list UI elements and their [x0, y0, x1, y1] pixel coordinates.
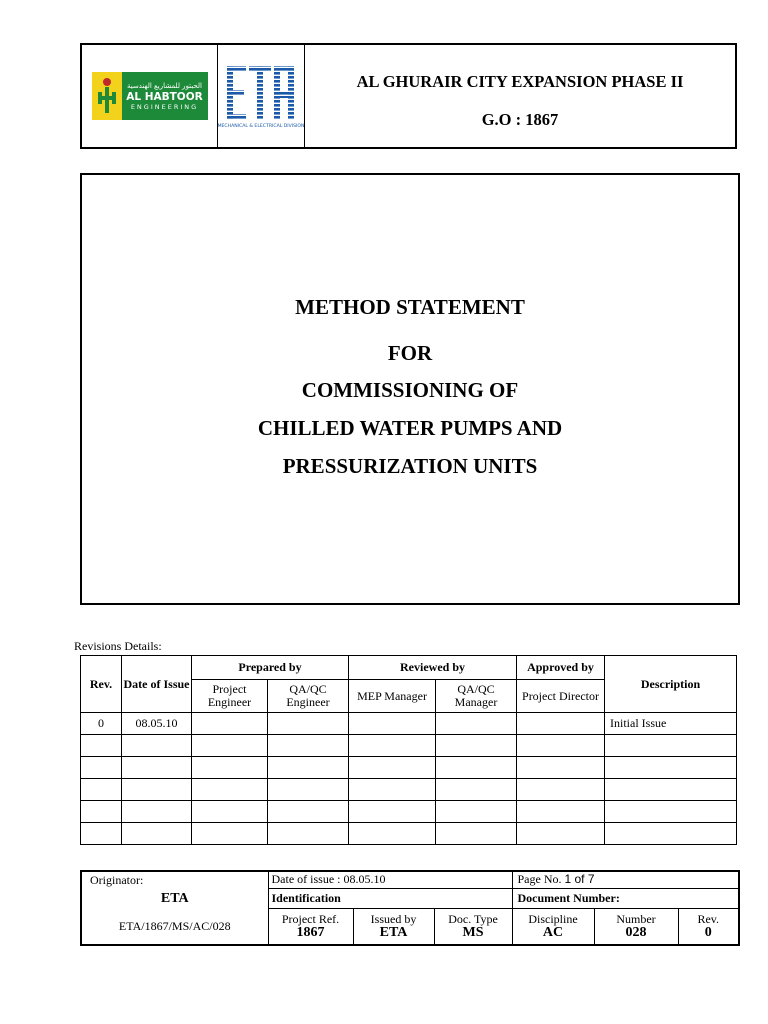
title-line-3: COMMISSIONING OF — [301, 378, 519, 402]
project-engineer-header: Project Engineer — [192, 680, 268, 713]
title-line-4: CHILLED WATER PUMPS AND — [257, 416, 563, 440]
revisions-table — [80, 655, 737, 845]
al-habtoor-logo — [92, 72, 208, 120]
row-date: 08.05.10 — [122, 713, 192, 735]
prepared-by-header: Prepared by — [192, 656, 349, 680]
go-number: G.O : 1867 — [481, 110, 559, 129]
eta-division-text: MECHANICAL & ELECTRICAL DIVISION — [217, 123, 305, 129]
qaqc-engineer-header: QA/QC Engineer — [268, 680, 349, 713]
qaqc-manager-header: QA/QC Manager — [436, 680, 517, 713]
number-value: 028 — [625, 925, 647, 941]
revisions-label: Revisions Details: — [74, 639, 162, 653]
document-title-box — [80, 173, 740, 605]
mep-manager-header: MEP Manager — [349, 680, 436, 713]
eta-logo — [218, 64, 305, 129]
al-habtoor-emblem-icon — [92, 72, 122, 120]
document-number-label: Document Number: — [512, 888, 739, 908]
row-rev: 0 — [81, 713, 122, 735]
eta-letters-icon — [225, 64, 297, 122]
row-description: Initial Issue — [605, 713, 737, 735]
table-row — [81, 779, 737, 801]
document-footer — [80, 870, 740, 946]
project-ref-label: Project Ref. — [281, 912, 340, 927]
issued-by-label: Issued by — [370, 912, 417, 927]
description-header: Description — [605, 656, 737, 713]
al-habtoor-arabic-name: الحبتور للمشاريع الهندسية — [126, 81, 203, 90]
table-row — [81, 823, 737, 845]
originator-label: Originator: — [81, 871, 268, 888]
eta-logo-cell — [218, 45, 305, 147]
project-director-header: Project Director — [517, 680, 605, 713]
discipline-value: AC — [542, 925, 564, 941]
date-of-issue — [268, 871, 512, 888]
table-row — [81, 801, 737, 823]
table-row — [81, 735, 737, 757]
title-line-1: METHOD STATEMENT — [295, 295, 525, 319]
date-of-issue-value: 08.05.10 — [343, 872, 386, 887]
al-habtoor-sub: ENGINEERING — [130, 102, 199, 111]
project-ref-value: 1867 — [296, 925, 325, 941]
title-line-2: FOR — [387, 341, 433, 365]
project-name: AL GHURAIR CITY EXPANSION PHASE II — [356, 72, 684, 91]
al-habtoor-name: AL HABTOOR — [126, 90, 203, 103]
originator-value: ETA — [81, 888, 268, 908]
identification-label: Identification — [268, 888, 512, 908]
header-project-title — [305, 45, 735, 147]
reference-code: ETA/1867/MS/AC/028 — [81, 908, 268, 945]
page-value: 1 of 7 — [564, 872, 595, 887]
reviewed-by-header: Reviewed by — [349, 656, 517, 680]
rev-label: Rev. — [697, 912, 720, 927]
date-header: Date of Issue — [122, 656, 192, 713]
page-number — [512, 871, 739, 888]
page-label: Page No. — [517, 872, 562, 887]
discipline-label: Discipline — [528, 912, 578, 927]
date-of-issue-label: Date of issue : — [271, 872, 341, 887]
al-habtoor-logo-cell — [82, 45, 218, 147]
rev-value: 0 — [704, 925, 712, 941]
approved-by-header: Approved by — [517, 656, 605, 680]
doc-type-value: MS — [462, 925, 484, 941]
table-row — [81, 757, 737, 779]
issued-by-value: ETA — [379, 925, 408, 941]
number-label: Number — [616, 912, 656, 927]
table-row — [81, 713, 737, 735]
doc-type-label: Doc. Type — [448, 912, 498, 927]
title-line-5: PRESSURIZATION UNITS — [282, 454, 538, 478]
document-header — [80, 43, 737, 149]
rev-header: Rev. — [81, 656, 122, 713]
